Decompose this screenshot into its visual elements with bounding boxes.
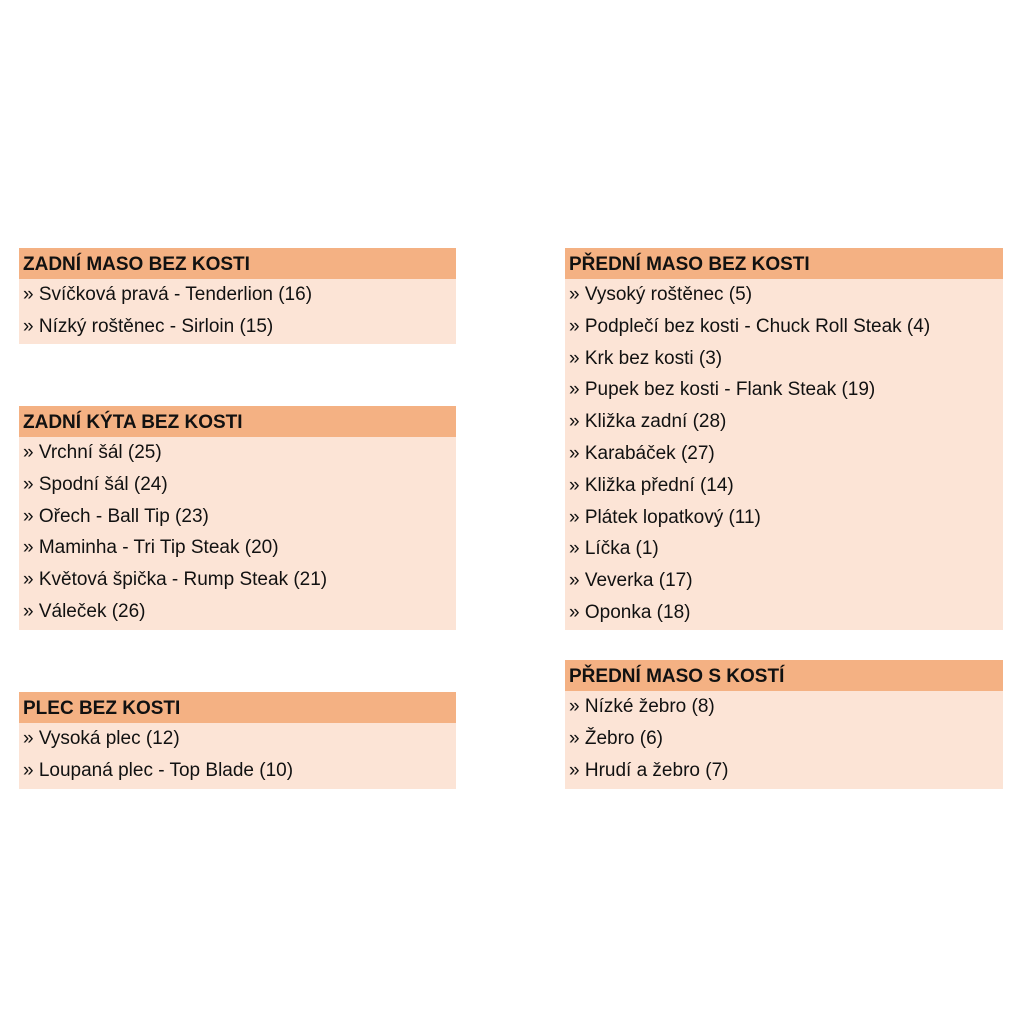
list-item: » Žebro (6): [569, 727, 663, 749]
list-item: » Veverka (17): [569, 570, 693, 592]
list-item: » Svíčková pravá - Tenderlion (16): [23, 284, 313, 305]
list-item: » Oponka (18): [569, 601, 691, 623]
list-item: » Líčka (1): [569, 538, 659, 560]
panel-plec: [19, 692, 456, 789]
list-item: » Vysoký roštěnec (5): [569, 284, 753, 305]
panel-predni-maso: [565, 248, 1003, 630]
item-list: [565, 279, 1003, 629]
panel-title: PLEC BEZ KOSTI: [19, 692, 456, 723]
item-list: [565, 691, 1003, 786]
list-item: » Ořech - Ball Tip (23): [23, 505, 209, 527]
item-list: [19, 279, 456, 343]
list-item: » Podplečí bez kosti - Chuck Roll Steak (4): [569, 315, 931, 337]
list-item: » Hrudí a žebro (7): [569, 759, 729, 781]
list-item: » Loupaná plec - Top Blade (10): [23, 759, 294, 781]
panel-title: ZADNÍ MASO BEZ KOSTI: [19, 248, 456, 279]
list-item: » Maminha - Tri Tip Steak (20): [23, 537, 279, 559]
panel-title: ZADNÍ KÝTA BEZ KOSTI: [19, 406, 456, 437]
list-item: » Váleček (26): [23, 600, 146, 622]
list-item: » Vrchní šál (25): [23, 442, 162, 463]
list-item: » Spodní šál (24): [23, 473, 168, 495]
list-item: » Nízký roštěnec - Sirloin (15): [23, 315, 274, 337]
item-list: [19, 437, 456, 628]
list-item: » Karabáček (27): [569, 442, 715, 464]
list-item: » Květová špička - Rump Steak (21): [23, 569, 328, 591]
list-item: » Krk bez kosti (3): [569, 347, 723, 369]
item-list: [19, 723, 456, 787]
panel-title: PŘEDNÍ MASO BEZ KOSTI: [565, 248, 1003, 279]
list-item: » Plátek lopatkový (11): [569, 506, 761, 528]
list-item: » Kližka zadní (28): [569, 411, 727, 433]
list-item: » Vysoká plec (12): [23, 728, 180, 749]
panel-predni-s-kosti: [565, 660, 1003, 789]
list-item: » Pupek bez kosti - Flank Steak (19): [569, 379, 876, 401]
list-item: » Kližka přední (14): [569, 474, 734, 496]
panel-title: PŘEDNÍ MASO S KOSTÍ: [565, 660, 1003, 691]
panel-zadni-maso: [19, 248, 456, 344]
panel-zadni-kyta: [19, 406, 456, 630]
list-item: » Nízké žebro (8): [569, 696, 715, 717]
